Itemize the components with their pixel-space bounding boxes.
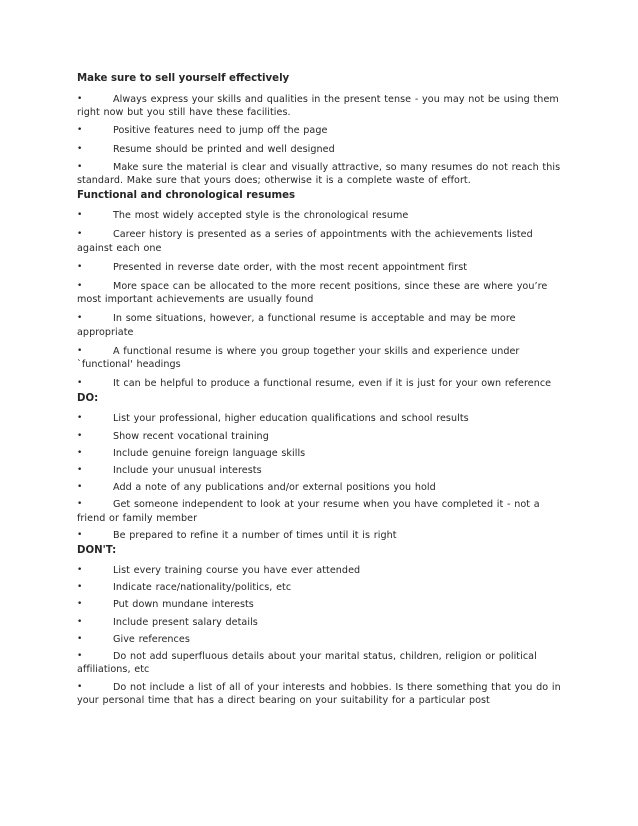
list-item-text: Include present salary details <box>113 616 258 628</box>
list-item-text: Do not add superfluous details about your marital status, children, religion or political affiliations, etc <box>77 651 537 676</box>
list-item <box>77 209 562 222</box>
bullet-icon: • <box>77 651 83 662</box>
list-item <box>77 377 562 390</box>
section <box>77 392 562 542</box>
bullet-icon: • <box>77 313 83 324</box>
list-item-text: It can be helpful to produce a functional resume, even if it is just for your own reference <box>113 378 552 390</box>
bullet-icon: • <box>77 430 83 441</box>
bullet-icon: • <box>77 229 83 240</box>
list-item-text: Do not include a list of all of your interests and hobbies. Is there something that you do in your personal time that has a direct bearing on your suitability for a particular post <box>77 681 561 706</box>
list-item <box>77 529 562 542</box>
list-item-text: Career history is presented as a series of appointments with the achievements listed against each one <box>77 229 533 254</box>
list-item <box>77 412 562 425</box>
list-item <box>77 498 562 524</box>
list-item <box>77 345 562 371</box>
list-item-text: Include genuine foreign language skills <box>113 447 306 459</box>
list-item-text: Make sure the material is clear and visually attractive, so many resumes do not reach this standard. Make sure that yours does; otherwise it is a complete waste of effort. <box>77 161 561 187</box>
list-item-text: The most widely accepted style is the chronological resume <box>113 210 409 222</box>
list-item <box>77 161 562 187</box>
bullet-icon: • <box>77 94 83 104</box>
list-item-text: A functional resume is where you group together your skills and experience under `functional' headings <box>77 345 520 371</box>
list-item <box>77 280 562 306</box>
list-item <box>77 228 562 254</box>
list-item-text: Give references <box>113 633 190 645</box>
list-item <box>77 447 562 460</box>
list-item-text: Get someone independent to look at your resume when you have completed it - not a friend or family member <box>77 499 540 524</box>
list-item <box>77 581 562 594</box>
list-item <box>77 633 562 646</box>
bullet-icon: • <box>77 447 83 458</box>
bullet-icon: • <box>77 345 83 356</box>
bullet-icon: • <box>77 161 83 172</box>
list-item-text: Be prepared to refine it a number of times until it is right <box>113 529 397 541</box>
list-item <box>77 312 562 338</box>
bullet-icon: • <box>77 482 83 493</box>
list-item-text: Presented in reverse date order, with the most recent appointment first <box>113 261 468 273</box>
bullet-icon: • <box>77 616 83 627</box>
list-item <box>77 93 562 119</box>
document-page <box>77 72 562 707</box>
section-heading: DO: <box>77 393 99 405</box>
list-item-text: Indicate race/nationality/politics, etc <box>113 582 292 594</box>
list-item <box>77 564 562 577</box>
section-heading: Make sure to sell yourself effectively <box>77 73 290 84</box>
list-item-text: Always express your skills and qualities in the present tense - you may not be using them right now but you still have these facilities. <box>77 94 559 119</box>
list-item-text: Include your unusual interests <box>113 465 262 477</box>
bullet-icon: • <box>77 582 83 593</box>
bullet-icon: • <box>77 125 83 136</box>
bullet-icon: • <box>77 633 83 644</box>
section <box>77 544 562 707</box>
bullet-icon: • <box>77 378 83 389</box>
list-item-text: Resume should be printed and well designed <box>113 143 335 155</box>
bullet-icon: • <box>77 565 83 576</box>
bullet-icon: • <box>77 143 83 154</box>
list-item <box>77 261 562 274</box>
list-item-text: Positive features need to jump off the page <box>113 125 328 137</box>
list-item <box>77 481 562 494</box>
list-item <box>77 598 562 611</box>
list-item-text: Put down mundane interests <box>113 599 254 611</box>
bullet-icon: • <box>77 465 83 476</box>
list-item <box>77 681 562 707</box>
bullet-icon: • <box>77 281 83 292</box>
list-item-text: In some situations, however, a functional resume is acceptable and may be more appropriate <box>77 313 516 338</box>
list-item-text: Add a note of any publications and/or external positions you hold <box>113 482 436 494</box>
list-item-text: Show recent vocational training <box>113 430 269 442</box>
bullet-icon: • <box>77 681 83 692</box>
bullet-icon: • <box>77 529 83 540</box>
list-item-text: More space can be allocated to the more recent positions, since these are where you’re most important achievements are usually found <box>77 281 548 306</box>
list-item-text: List your professional, higher education qualifications and school results <box>113 413 469 425</box>
section <box>77 189 562 390</box>
bullet-icon: • <box>77 499 83 510</box>
list-item <box>77 124 562 137</box>
list-item <box>77 464 562 477</box>
section-heading: DON'T: <box>77 545 117 557</box>
section <box>77 72 562 187</box>
list-item <box>77 616 562 629</box>
bullet-icon: • <box>77 599 83 610</box>
list-item-text: List every training course you have ever attended <box>113 565 361 577</box>
list-item <box>77 650 562 676</box>
bullet-icon: • <box>77 261 83 272</box>
list-item <box>77 430 562 443</box>
section-heading: Functional and chronological resumes <box>77 190 296 202</box>
bullet-icon: • <box>77 210 83 221</box>
list-item <box>77 143 562 156</box>
bullet-icon: • <box>77 413 83 424</box>
